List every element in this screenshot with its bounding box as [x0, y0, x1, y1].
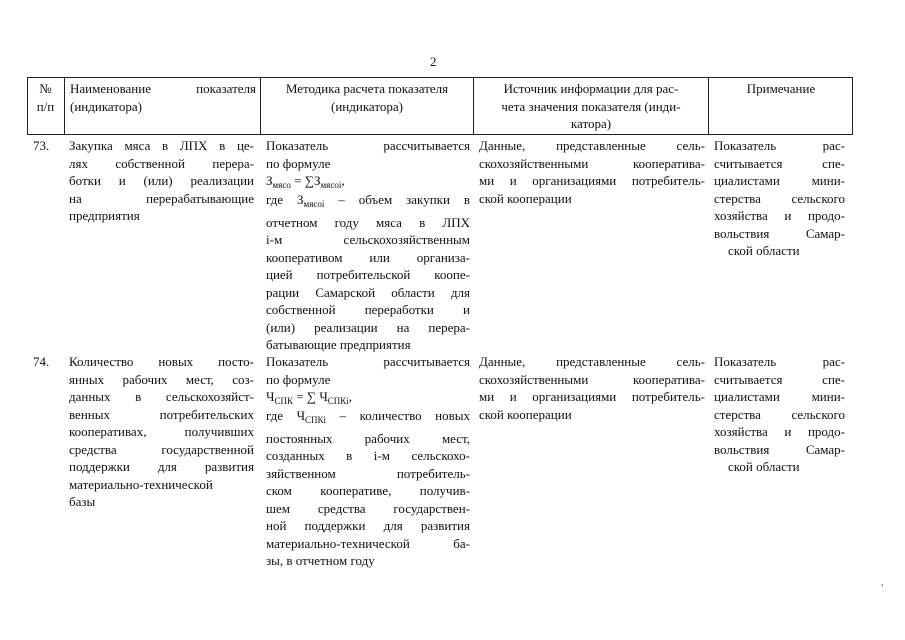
formula-lhs-subscript: СПК: [274, 396, 293, 406]
row-74-number: 74.: [33, 354, 50, 369]
col-divider-4: [708, 77, 709, 135]
where-subscript: мясоi: [303, 199, 325, 209]
row-74-method-line: материально-технической ба-: [266, 535, 470, 551]
row-74-method-line: по формуле: [266, 371, 331, 387]
row-73-method-line: собственной переработки и: [266, 302, 470, 317]
header-name-line-2: (индикатора): [70, 98, 142, 114]
row-73-note-line: считывается спе-: [714, 155, 845, 171]
formula-rhs-subscript: СПКi: [327, 396, 349, 406]
row-74-indicator-name: [69, 353, 254, 511]
row-73-source: [479, 137, 705, 207]
row-74-method-line: зы, в отчетном году: [266, 553, 375, 568]
row-74-name-line: базы: [69, 494, 96, 509]
header-note: [711, 80, 851, 98]
header-source: [477, 80, 705, 133]
header-source-line-1: Источник информации для рас-: [503, 81, 679, 96]
header-name-line-1: Наименование показателя: [70, 81, 256, 96]
header-source-line-2: чета значения показателя (инди-: [501, 98, 681, 114]
formula-lhs: Ч: [266, 389, 275, 404]
table-left-border: [27, 77, 28, 135]
row-74-method-line: созданных в i-м сельскохо-: [266, 448, 470, 463]
formula-sum: = ∑З: [290, 173, 321, 188]
where-text: – количество новых: [326, 408, 470, 423]
row-73-method-line: батывающие предприятия: [266, 337, 411, 352]
header-note-text: Примечание: [746, 81, 816, 96]
row-73-note-line: циалистами мини-: [714, 173, 845, 188]
row-74-method-line: Показатель рассчитывается: [266, 354, 470, 369]
header-number-text: № п/п: [36, 81, 55, 114]
formula-rhs-subscript: мясоi: [320, 180, 342, 190]
header-method-line-1: Методика расчета показателя: [285, 81, 449, 96]
row-73-note-line: хозяйства и продо-: [714, 208, 845, 223]
header-source-line-3: катора): [570, 116, 612, 131]
col-divider-3: [473, 77, 474, 135]
row-73-note: [714, 137, 845, 260]
row-74-name-line: янных рабочих мест, соз-: [69, 371, 254, 387]
row-74-note-line: Показатель рас-: [714, 354, 845, 369]
table-top-border: [27, 77, 853, 78]
row-73-name-line: предприятия: [69, 208, 140, 223]
row-73-name-line: ботки и (или) реализации: [69, 173, 254, 188]
formula-sum: = ∑ Ч: [292, 389, 328, 404]
formula-lhs: З: [266, 173, 273, 188]
header-indicator-name: [70, 80, 256, 115]
row-74-name-line: кооперативах, получивших: [69, 424, 254, 439]
row-73-method-line: кооперативом или организа-: [266, 249, 470, 265]
where-text: – объем закупки в: [324, 192, 470, 207]
row-74-note-line: стерства сельского: [714, 406, 845, 422]
row-73-note-line: Показатель рас-: [714, 138, 845, 153]
row-74-name-line: Количество новых посто-: [69, 354, 254, 369]
formula-lhs-subscript: мясо: [272, 180, 291, 190]
row-73-method: [266, 137, 470, 354]
row-73-source-line: скохозяйственными кооператива-: [479, 155, 705, 171]
row-73-note-line: ской области: [728, 243, 800, 258]
row-74-method-line: ском кооперативе, получив-: [266, 483, 470, 498]
row-74-note-line: вольствия Самар-: [714, 441, 845, 457]
row-73-source-line: ской кооперации: [479, 190, 572, 206]
row-74-name-line: венных потребительских: [69, 406, 254, 422]
row-74-method-where: [266, 407, 470, 430]
formula-tail: ,: [348, 389, 353, 404]
row-73-method-where: [266, 191, 470, 214]
row-74-method: [266, 353, 470, 570]
row-74-name-line: средства государственной: [69, 441, 254, 457]
row-74-note-line: циалистами мини-: [714, 389, 845, 404]
header-number: [29, 80, 62, 115]
row-74-formula: [266, 388, 470, 407]
row-74-name-line: данных в сельскохозяйст-: [69, 389, 254, 404]
col-divider-2: [260, 77, 261, 135]
row-74-method-line: шем средства государствен-: [266, 500, 470, 516]
row-73-note-line: вольствия Самар-: [714, 225, 845, 241]
row-74-method-line: зяйственном потребитель-: [266, 465, 470, 481]
margin-mark: ,: [881, 577, 884, 588]
row-74-source-line: ской кооперации: [479, 406, 572, 422]
row-73-formula: [266, 172, 470, 191]
row-74-source-line: ми и организациями потребитель-: [479, 389, 705, 404]
header-method: [263, 80, 471, 115]
row-73-source-line: ми и организациями потребитель-: [479, 173, 705, 188]
row-73-method-line: отчетном году мяса в ЛПХ: [266, 214, 470, 230]
row-73-number: 73.: [33, 138, 50, 153]
row-74-source: [479, 353, 705, 423]
row-74-note-line: хозяйства и продо-: [714, 424, 845, 439]
row-73-method-line: цией потребительской коопе-: [266, 267, 470, 282]
row-74-name-line: поддержки для развития: [69, 459, 254, 474]
row-74-note: [714, 353, 845, 476]
row-73-note-line: стерства сельского: [714, 190, 845, 206]
row-73-method-line: (или) реализации на перера-: [266, 319, 470, 335]
formula-tail: ,: [341, 173, 345, 188]
table-header-bottom-border: [27, 134, 853, 135]
col-divider-1: [64, 77, 65, 135]
row-74-method-line: ной поддержки для развития: [266, 518, 470, 533]
row-73-method-line: Показатель рассчитывается: [266, 138, 470, 153]
header-method-line-2: (индикатора): [331, 98, 403, 114]
where-prefix: где Ч: [266, 408, 306, 423]
row-74-method-line: постоянных рабочих мест,: [266, 430, 470, 446]
row-74-source-line: скохозяйственными кооператива-: [479, 371, 705, 387]
where-subscript: СПКi: [305, 415, 327, 425]
row-74-note-line: считывается спе-: [714, 371, 845, 387]
row-73-indicator-name: [69, 137, 254, 225]
row-74-note-line: ской области: [728, 459, 800, 474]
row-74-source-line: Данные, представленные сель-: [479, 354, 705, 369]
where-prefix: где З: [266, 192, 304, 207]
page-number: 2: [430, 54, 437, 69]
row-73-name-line: на перерабатывающие: [69, 190, 254, 206]
row-73-name-line: Закупка мяса в ЛПХ в це-: [69, 138, 254, 153]
table-right-border: [852, 77, 853, 135]
row-73-method-line: i-м сельскохозяйственным: [266, 232, 470, 247]
row-73-method-line: рации Самарской области для: [266, 284, 470, 300]
row-73-source-line: Данные, представленные сель-: [479, 138, 705, 153]
row-73-name-line: лях собственной перера-: [69, 155, 254, 171]
row-73-method-line: по формуле: [266, 155, 331, 171]
row-74-name-line: материально-технической: [69, 476, 213, 492]
